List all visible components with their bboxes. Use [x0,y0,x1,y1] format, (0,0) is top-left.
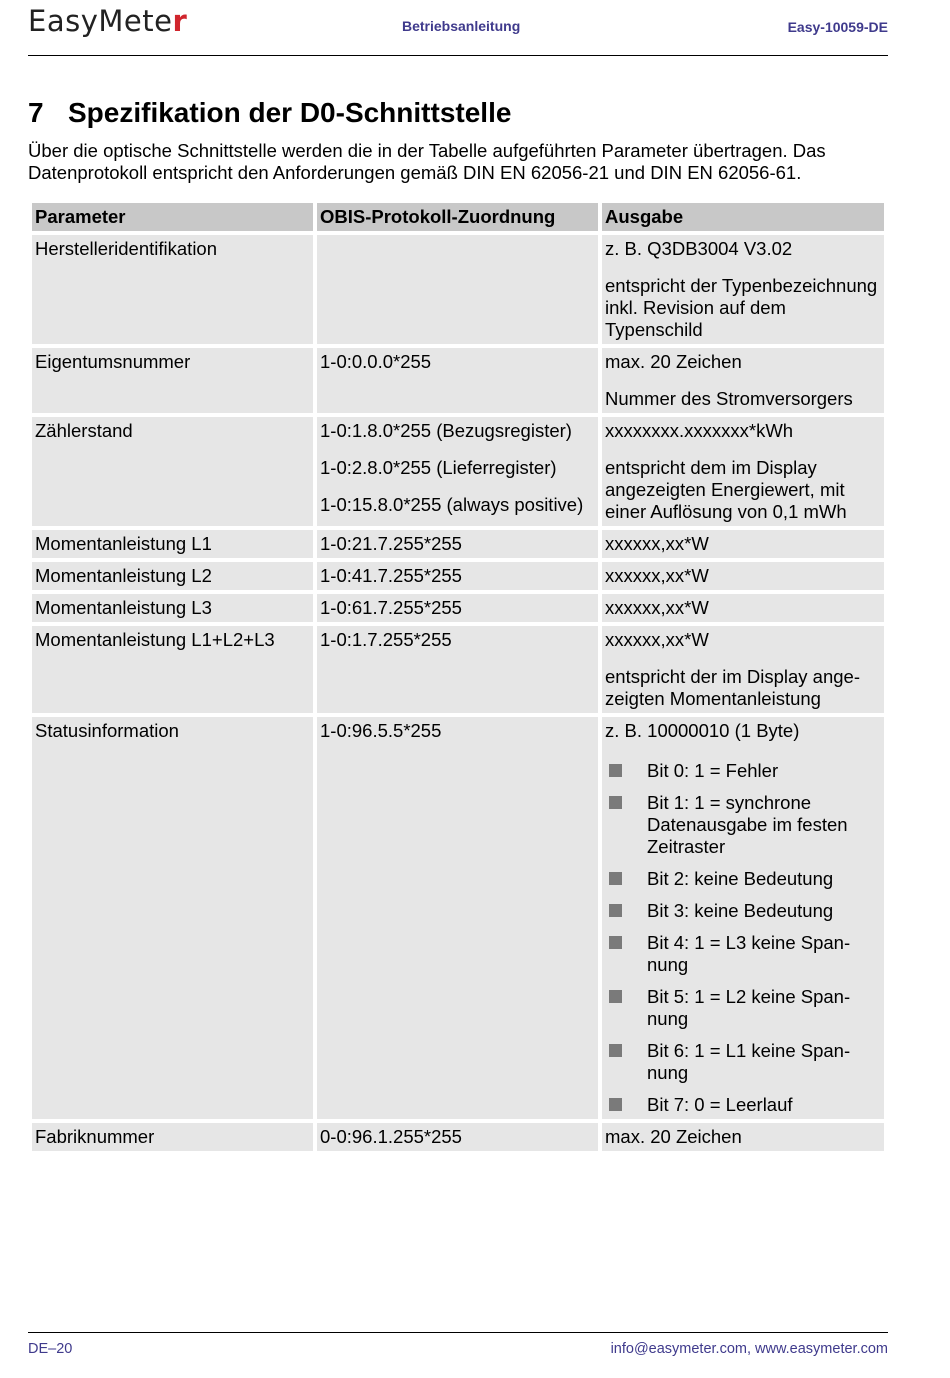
obis-code: 1-0:1.7.255*255 [320,629,452,650]
square-bullet-icon [609,936,622,949]
parameter-cell: Momentanleistung L1+L2+L3 [32,626,313,713]
ausgabe-value: xxxxxx,xx*W [605,565,709,586]
status-bit-list [605,760,881,1116]
obis-code: 0-0:96.1.255*255 [320,1126,462,1147]
ausgabe-cell [602,1123,884,1151]
ausgabe-value: xxxxxx,xx*W [605,533,709,554]
status-bit-item [605,760,881,782]
table-row [32,235,884,344]
status-bit-text: Bit 4: 1 = L3 keine Spannung [647,932,851,975]
ausgabe-note: entspricht der im Display angezeigten Momentanleistung [605,666,861,709]
ausgabe-value: max. 20 Zeichen [605,1126,742,1147]
obis-cell [317,348,598,413]
square-bullet-icon [609,872,622,885]
table-row [32,348,884,413]
logo-text: EasyMete [28,4,173,38]
ausgabe-value: max. 20 Zeichen [605,351,742,372]
parameter-cell: Momentanleistung L2 [32,562,313,590]
square-bullet-icon [609,764,622,777]
obis-code: 1-0:96.5.5*255 [320,720,442,741]
obis-cell [317,626,598,713]
status-bit-text: Bit 6: 1 = L1 keine Spannung [647,1040,851,1083]
section-heading [28,97,511,129]
header-divider [28,55,888,56]
parameter-cell: Zählerstand [32,417,313,526]
ausgabe-cell [602,594,884,622]
table-row [32,1123,884,1151]
square-bullet-icon [609,1044,622,1057]
ausgabe-value: xxxxxx,xx*W [605,597,709,618]
square-bullet-icon [609,990,622,1003]
ausgabe-cell [602,235,884,344]
d0-spec-table [28,199,888,1155]
obis-code: 1-0:15.8.0*255 (always positive) [320,494,584,515]
parameter-cell: Herstelleridentifikation [32,235,313,344]
column-header-parameter: Parameter [32,203,313,231]
status-bit-item [605,900,881,922]
obis-cell [317,417,598,526]
obis-cell [317,717,598,1119]
parameter-cell: Statusinformation [32,717,313,1119]
ausgabe-note: Nummer des Stromversorgers [605,388,853,409]
ausgabe-cell [602,530,884,558]
section-number: 7 [28,97,44,128]
status-bit-text: Bit 7: 0 = Leerlauf [647,1094,793,1115]
obis-cell [317,594,598,622]
obis-code: 1-0:2.8.0*255 (Lieferregister) [320,457,557,478]
ausgabe-cell [602,717,884,1119]
column-header-ausgabe: Ausgabe [602,203,884,231]
document-number: Easy-10059-DE [787,19,888,35]
section-title: Spezifikation der D0-Schnittstelle [68,97,512,128]
status-bit-item [605,1040,881,1084]
obis-cell [317,530,598,558]
ausgabe-cell [602,626,884,713]
status-bit-text: Bit 5: 1 = L2 keine Spannung [647,986,851,1029]
parameter-cell: Eigentumsnummer [32,348,313,413]
contact-info: info@easymeter.com, www.easymeter.com [610,1341,888,1357]
document-title: Betriebsanleitung [402,18,521,34]
page-number: DE–20 [28,1341,73,1357]
status-bit-item [605,868,881,890]
obis-code: 1-0:41.7.255*255 [320,565,462,586]
square-bullet-icon [609,1098,622,1111]
table-row [32,594,884,622]
table-header-row [32,203,884,231]
obis-cell [317,235,598,344]
status-bit-item [605,986,881,1030]
ausgabe-value: z. B. 10000010 (1 Byte) [605,720,800,741]
ausgabe-value: xxxxxx,xx*W [605,629,709,650]
ausgabe-note: entspricht der Typenbezeichnung inkl. Revision auf dem Typenschild [605,275,878,340]
ausgabe-value: z. B. Q3DB3004 V3.02 [605,238,793,259]
obis-code: 1-0:21.7.255*255 [320,533,462,554]
status-bit-item [605,932,881,976]
obis-cell [317,562,598,590]
ausgabe-cell [602,348,884,413]
page-header [28,0,888,56]
table-row [32,530,884,558]
obis-code: 1-0:0.0.0*255 [320,351,432,372]
status-bit-text: Bit 1: 1 = synchrone Datenausgabe im festen Zeitraster [647,792,848,857]
square-bullet-icon [609,796,622,809]
table-row [32,626,884,713]
parameter-cell: Momentanleistung L3 [32,594,313,622]
obis-code: 1-0:61.7.255*255 [320,597,462,618]
status-bit-text: Bit 2: keine Bedeutung [647,868,834,889]
table-row [32,562,884,590]
table-row [32,717,884,1119]
parameter-cell: Fabriknummer [32,1123,313,1151]
obis-cell [317,1123,598,1151]
ausgabe-cell [602,417,884,526]
status-bit-item [605,792,881,858]
logo-accent-letter: r [172,4,188,38]
column-header-obis: OBIS-Protokoll-Zuordnung [317,203,598,231]
square-bullet-icon [609,904,622,917]
table-row [32,417,884,526]
status-bit-text: Bit 3: keine Bedeutung [647,900,834,921]
obis-code: 1-0:1.8.0*255 (Bezugsregister) [320,420,572,441]
status-bit-text: Bit 0: 1 = Fehler [647,760,779,781]
ausgabe-value: xxxxxxxx.xxxxxxx*kWh [605,420,794,441]
easymeter-logo [28,4,187,38]
parameter-cell: Momentanleistung L1 [32,530,313,558]
ausgabe-cell [602,562,884,590]
status-bit-item [605,1094,881,1116]
footer-divider [28,1332,888,1333]
intro-paragraph: Über die optische Schnittstelle werden die in der Tabelle aufgeführten Parameter übertragen. Das Datenprotokoll entspricht den Anforderungen gemäß DIN EN 62056-21 und DIN EN 62056-61. [28,140,826,183]
ausgabe-note: entspricht dem im Display angezeigten Energiewert, mit einer Auflösung von 0,1 mWh [605,457,847,522]
